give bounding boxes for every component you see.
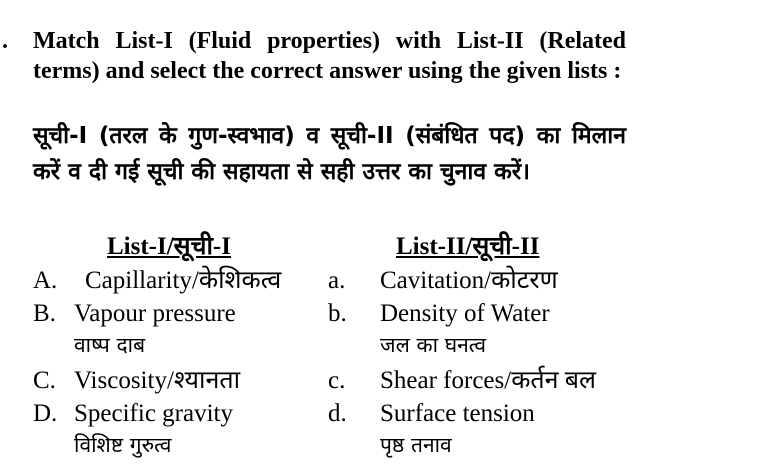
- list-item-letter: a.: [328, 267, 346, 294]
- list-item-text: Vapour pressure: [74, 300, 236, 327]
- list-item-subtext: वाष्प दाब: [74, 333, 146, 357]
- list-item-letter: C.: [33, 367, 56, 394]
- list-item-text: Density of Water: [380, 300, 550, 327]
- list-item-letter: c.: [328, 367, 346, 394]
- list-item-text: Cavitation/कोटरण: [380, 267, 558, 294]
- question-number-marker: .: [2, 28, 8, 54]
- list-item-letter: A.: [33, 267, 58, 294]
- list-item-text: Surface tension: [380, 400, 535, 427]
- list-item-letter: D.: [33, 400, 58, 427]
- list-item-letter: b.: [328, 300, 347, 327]
- list-item-text: Specific gravity: [74, 400, 233, 427]
- list-item-text: Viscosity/श्यानता: [74, 367, 241, 394]
- question-text-hindi: सूची-I (तरल के गुण-स्वभाव) व सूची-II (संबंधित पद) का मिलान करें व दी गई सूची की सहायता से सही उत्तर का चुनाव करें।: [33, 123, 626, 185]
- list-2-heading: List-II/सूची-II: [396, 233, 540, 260]
- list-1-heading: List-I/सूची-I: [107, 233, 231, 260]
- question-text-english: Match List-I (Fluid properties) with List-II (Related terms) and select the correct answer using the given lists :: [33, 28, 626, 84]
- list-item-subtext: पृष्ठ तनाव: [380, 433, 452, 457]
- list-item-subtext: जल का घनत्व: [380, 333, 487, 357]
- list-item-subtext: विशिष्ट गुरुत्व: [74, 433, 172, 457]
- list-item-text: Capillarity/केशिकत्व: [85, 267, 282, 294]
- list-item-letter: d.: [328, 400, 347, 427]
- list-item-letter: B.: [33, 300, 56, 327]
- list-item-text: Shear forces/कर्तन बल: [380, 367, 596, 394]
